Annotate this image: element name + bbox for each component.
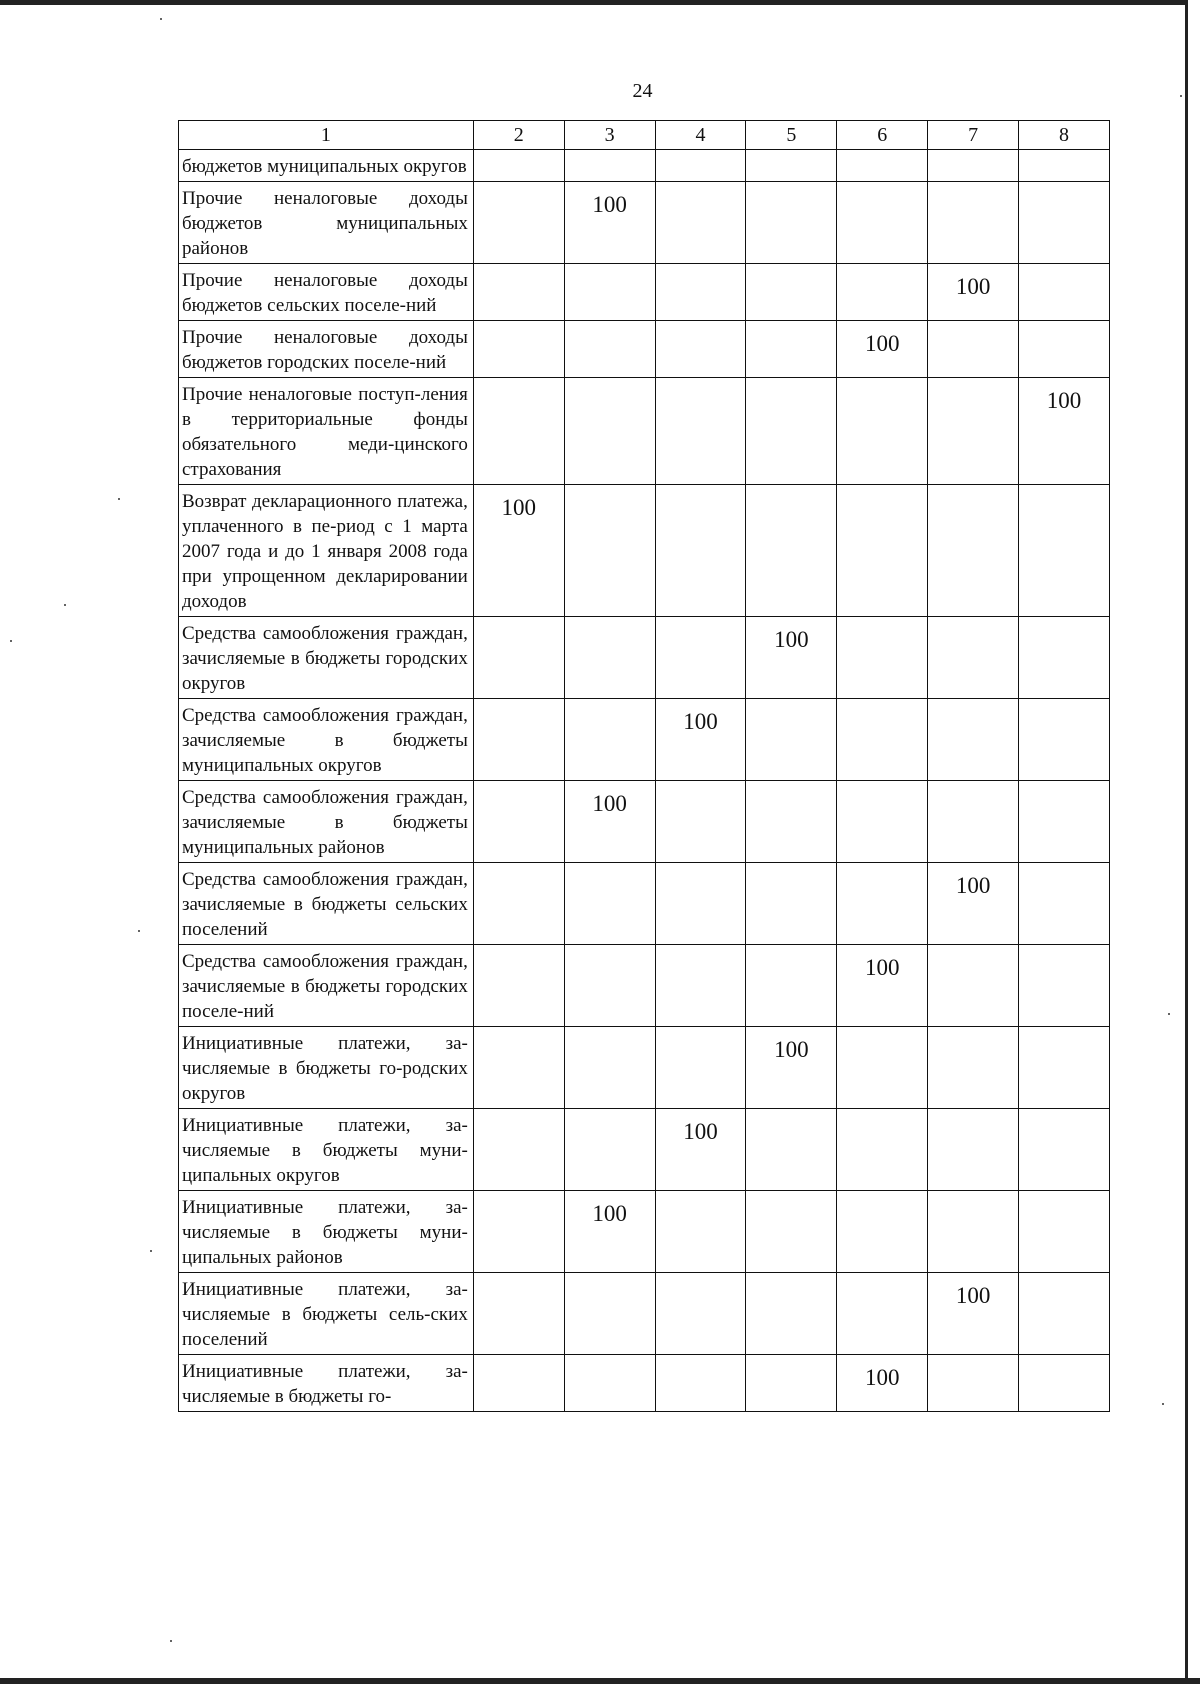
row-value-col-7 (928, 485, 1019, 617)
row-value-col-7: 100 (928, 264, 1019, 321)
table-row (179, 1273, 1110, 1355)
row-value-col-3 (564, 485, 655, 617)
column-header: 1 (179, 121, 474, 150)
column-header: 7 (928, 121, 1019, 150)
row-value-col-7 (928, 182, 1019, 264)
column-header: 3 (564, 121, 655, 150)
row-value-col-4: 100 (655, 699, 746, 781)
row-value-col-7 (928, 781, 1019, 863)
revenue-distribution-table (178, 120, 1110, 1412)
row-value-col-5 (746, 699, 837, 781)
row-value-col-5: 100 (746, 617, 837, 699)
row-value-col-7 (928, 1355, 1019, 1412)
row-value-col-5 (746, 1355, 837, 1412)
row-description: Прочие неналоговые доходы бюджетов муниципальных районов (179, 182, 474, 264)
scan-border-right (1185, 0, 1200, 1698)
row-value-col-4 (655, 1191, 746, 1273)
row-value-col-3 (564, 378, 655, 485)
table-row (179, 699, 1110, 781)
row-value-col-4: 100 (655, 1109, 746, 1191)
row-value-col-6 (837, 1109, 928, 1191)
table-row (179, 182, 1110, 264)
row-value-col-2 (473, 699, 564, 781)
row-description: Средства самообложения граждан, зачисляемые в бюджеты городских поселе-ний (179, 945, 474, 1027)
row-value-col-3 (564, 945, 655, 1027)
table-row (179, 485, 1110, 617)
row-value-col-2 (473, 1027, 564, 1109)
row-value-col-4 (655, 264, 746, 321)
row-value-col-7 (928, 321, 1019, 378)
table-row (179, 321, 1110, 378)
row-value-col-2 (473, 321, 564, 378)
row-value-col-3: 100 (564, 781, 655, 863)
row-value-col-8 (1019, 485, 1110, 617)
row-value-col-7: 100 (928, 1273, 1019, 1355)
row-value-col-5 (746, 1273, 837, 1355)
row-value-col-5 (746, 945, 837, 1027)
row-description: Инициативные платежи, за-числяемые в бюджеты го- (179, 1355, 474, 1412)
scan-speck (10, 640, 12, 642)
row-description: бюджетов муниципальных округов (179, 150, 474, 182)
scan-speck (118, 498, 120, 500)
row-description: Средства самообложения граждан, зачисляемые в бюджеты муниципальных районов (179, 781, 474, 863)
row-value-col-6 (837, 1191, 928, 1273)
row-value-col-2 (473, 863, 564, 945)
row-value-col-2 (473, 617, 564, 699)
row-value-col-4 (655, 1027, 746, 1109)
row-value-col-8 (1019, 1109, 1110, 1191)
row-value-col-4 (655, 863, 746, 945)
row-value-col-2 (473, 945, 564, 1027)
row-value-col-8 (1019, 617, 1110, 699)
row-description: Инициативные платежи, за-числяемые в бюджеты муни-ципальных районов (179, 1191, 474, 1273)
row-value-col-4 (655, 150, 746, 182)
row-value-col-8 (1019, 945, 1110, 1027)
row-value-col-5 (746, 264, 837, 321)
row-value-col-7 (928, 1191, 1019, 1273)
row-value-col-3 (564, 699, 655, 781)
scan-border-bottom (0, 1678, 1200, 1698)
scan-border-top (0, 0, 1200, 5)
row-value-col-6 (837, 264, 928, 321)
scan-speck (1180, 95, 1182, 97)
row-value-col-3 (564, 1355, 655, 1412)
column-header: 8 (1019, 121, 1110, 150)
row-value-col-8 (1019, 321, 1110, 378)
row-description: Возврат декларационного платежа, уплаченного в пе-риод с 1 марта 2007 года и до 1 января 2008 года при упрощенном декларировании доходов (179, 485, 474, 617)
row-value-col-4 (655, 617, 746, 699)
row-value-col-2 (473, 150, 564, 182)
row-value-col-7 (928, 1109, 1019, 1191)
row-value-col-4 (655, 1273, 746, 1355)
row-value-col-3 (564, 1109, 655, 1191)
column-header: 5 (746, 121, 837, 150)
row-value-col-6 (837, 485, 928, 617)
row-value-col-2 (473, 182, 564, 264)
column-header: 2 (473, 121, 564, 150)
row-value-col-3 (564, 321, 655, 378)
row-value-col-6 (837, 1027, 928, 1109)
row-description: Инициативные платежи, за-числяемые в бюджеты го-родских округов (179, 1027, 474, 1109)
row-description: Инициативные платежи, за-числяемые в бюджеты муни-ципальных округов (179, 1109, 474, 1191)
row-value-col-6 (837, 699, 928, 781)
row-value-col-5 (746, 1109, 837, 1191)
row-value-col-6: 100 (837, 1355, 928, 1412)
row-value-col-2 (473, 378, 564, 485)
row-value-col-3: 100 (564, 1191, 655, 1273)
table-row (179, 781, 1110, 863)
row-value-col-2 (473, 781, 564, 863)
table-row (179, 1027, 1110, 1109)
row-value-col-2 (473, 1109, 564, 1191)
row-value-col-5 (746, 321, 837, 378)
row-value-col-2 (473, 1355, 564, 1412)
row-value-col-7 (928, 945, 1019, 1027)
row-value-col-6 (837, 150, 928, 182)
row-value-col-8 (1019, 1027, 1110, 1109)
row-value-col-6 (837, 378, 928, 485)
scan-speck (1168, 1013, 1170, 1015)
row-value-col-2: 100 (473, 485, 564, 617)
row-value-col-8 (1019, 699, 1110, 781)
row-value-col-5 (746, 1191, 837, 1273)
row-value-col-3 (564, 1027, 655, 1109)
row-value-col-5 (746, 182, 837, 264)
row-value-col-6 (837, 781, 928, 863)
row-value-col-5 (746, 781, 837, 863)
row-value-col-6: 100 (837, 945, 928, 1027)
row-value-col-3 (564, 617, 655, 699)
row-value-col-7 (928, 699, 1019, 781)
row-value-col-2 (473, 1273, 564, 1355)
scan-speck (64, 604, 66, 606)
row-value-col-3 (564, 1273, 655, 1355)
table-row (179, 264, 1110, 321)
row-value-col-7 (928, 378, 1019, 485)
row-value-col-8 (1019, 1273, 1110, 1355)
row-value-col-8 (1019, 781, 1110, 863)
scan-speck (160, 18, 162, 20)
row-value-col-4 (655, 1355, 746, 1412)
row-value-col-4 (655, 945, 746, 1027)
row-value-col-8 (1019, 150, 1110, 182)
row-description: Прочие неналоговые доходы бюджетов городских поселе-ний (179, 321, 474, 378)
row-description: Прочие неналоговые доходы бюджетов сельских поселе-ний (179, 264, 474, 321)
table-row (179, 863, 1110, 945)
row-description: Средства самообложения граждан, зачисляемые в бюджеты сельских поселений (179, 863, 474, 945)
page-number: 24 (632, 80, 653, 102)
row-value-col-6 (837, 1273, 928, 1355)
table-row (179, 1355, 1110, 1412)
table-row (179, 1191, 1110, 1273)
row-value-col-6 (837, 182, 928, 264)
row-value-col-8: 100 (1019, 378, 1110, 485)
row-value-col-3 (564, 863, 655, 945)
row-value-col-3 (564, 150, 655, 182)
row-value-col-7 (928, 1027, 1019, 1109)
table-row (179, 150, 1110, 182)
table-row (179, 378, 1110, 485)
table-body (179, 150, 1110, 1412)
row-value-col-3 (564, 264, 655, 321)
scan-speck (170, 1640, 172, 1642)
row-value-col-4 (655, 781, 746, 863)
row-description: Прочие неналоговые поступ-ления в территориальные фонды обязательного меди-цинского страхования (179, 378, 474, 485)
row-value-col-4 (655, 321, 746, 378)
row-value-col-4 (655, 485, 746, 617)
row-value-col-7 (928, 150, 1019, 182)
row-value-col-8 (1019, 863, 1110, 945)
row-description: Инициативные платежи, за-числяемые в бюджеты сель-ских поселений (179, 1273, 474, 1355)
row-value-col-8 (1019, 1355, 1110, 1412)
row-value-col-4 (655, 182, 746, 264)
table-row (179, 617, 1110, 699)
row-value-col-5 (746, 150, 837, 182)
row-description: Средства самообложения граждан, зачисляемые в бюджеты муниципальных округов (179, 699, 474, 781)
table-row (179, 945, 1110, 1027)
table-row (179, 1109, 1110, 1191)
row-value-col-6 (837, 617, 928, 699)
column-header: 4 (655, 121, 746, 150)
row-description: Средства самообложения граждан, зачисляемые в бюджеты городских округов (179, 617, 474, 699)
row-value-col-2 (473, 1191, 564, 1273)
row-value-col-5 (746, 378, 837, 485)
row-value-col-2 (473, 264, 564, 321)
row-value-col-6: 100 (837, 321, 928, 378)
row-value-col-7: 100 (928, 863, 1019, 945)
scan-speck (150, 1250, 152, 1252)
row-value-col-6 (837, 863, 928, 945)
scan-speck (1162, 1403, 1164, 1405)
row-value-col-5 (746, 863, 837, 945)
table-header-row (179, 121, 1110, 150)
column-header: 6 (837, 121, 928, 150)
row-value-col-4 (655, 378, 746, 485)
row-value-col-8 (1019, 182, 1110, 264)
row-value-col-8 (1019, 1191, 1110, 1273)
row-value-col-5: 100 (746, 1027, 837, 1109)
scan-speck (138, 930, 140, 932)
row-value-col-5 (746, 485, 837, 617)
row-value-col-7 (928, 617, 1019, 699)
row-value-col-8 (1019, 264, 1110, 321)
row-value-col-3: 100 (564, 182, 655, 264)
